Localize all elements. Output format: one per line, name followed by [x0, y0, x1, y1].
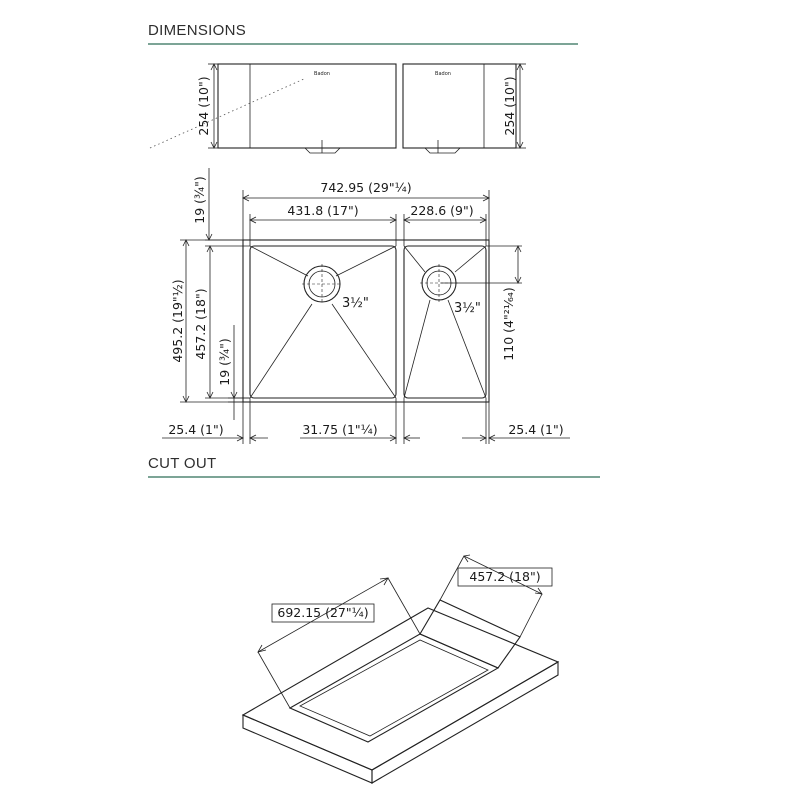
cutout-view [243, 555, 558, 783]
countertop-side [372, 662, 558, 783]
bowl-depth-label: 457.2 (18") [193, 288, 208, 360]
right-bowl-side [403, 64, 516, 148]
right-drain-profile [425, 148, 460, 153]
side-view [150, 64, 526, 153]
countertop-front [243, 715, 372, 783]
left-height-label: 254 (10") [196, 76, 211, 136]
right-flange-label: 25.4 (1") [508, 422, 564, 437]
cutout-width-label: 457.2 (18") [469, 569, 541, 584]
overall-width-label: 742.95 (29"¼) [320, 180, 412, 195]
large-drain-size: 3½" [342, 296, 369, 311]
drain-offset-label: 110 (4"²¹⁄₆₄) [501, 287, 516, 361]
cutout-back-wall [420, 600, 520, 668]
small-bowl-width-label: 228.6 (9") [410, 203, 474, 218]
large-bowl [250, 246, 396, 398]
right-logo: Badon [435, 71, 451, 77]
left-bowl-side [218, 64, 396, 148]
top-flange-label: 19 (¾") [192, 176, 207, 224]
right-height-label: 254 (10") [502, 76, 517, 136]
top-view [162, 168, 570, 444]
bottom-flange-label: 19 (¾") [217, 338, 232, 386]
dimensions-heading: DIMENSIONS [148, 22, 247, 39]
small-bowl [404, 246, 486, 398]
overall-depth-label: 495.2 (19"½) [170, 279, 185, 363]
small-drain-size: 3½" [454, 301, 481, 316]
cutout-opening [290, 634, 498, 742]
left-drain-profile [305, 148, 340, 153]
divider-label: 31.75 (1"¼) [302, 422, 378, 437]
left-flange-label: 25.4 (1") [168, 422, 224, 437]
cutout-length-label: 692.15 (27"¼) [277, 605, 369, 620]
sink-outline [243, 240, 489, 402]
left-logo: Badon [314, 71, 330, 77]
cut-out-heading: CUT OUT [148, 455, 217, 472]
large-bowl-width-label: 431.8 (17") [287, 203, 359, 218]
